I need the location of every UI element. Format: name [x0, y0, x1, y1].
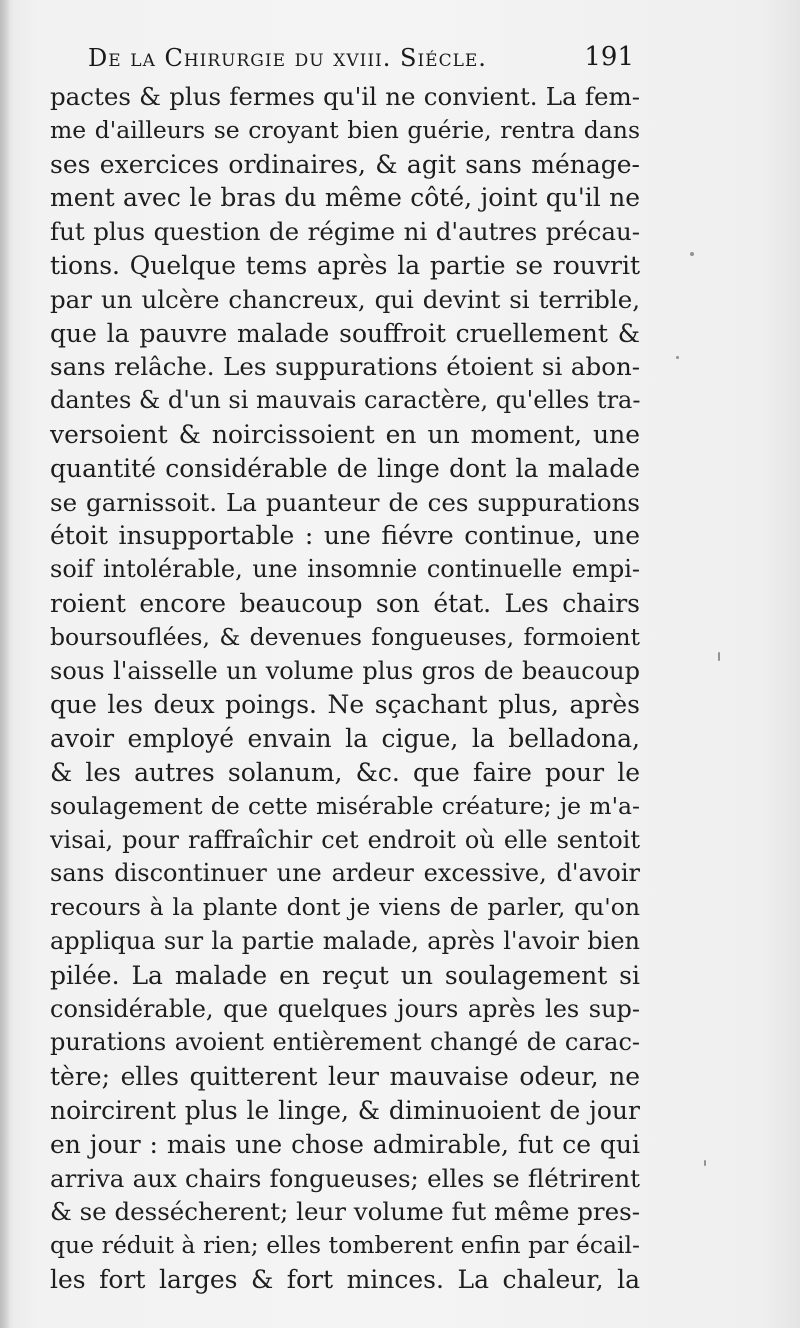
paper-speck [690, 252, 694, 256]
body-text [50, 80, 640, 1297]
text-line: dantes & d'un si mauvais caractère, qu'elles tra- [50, 386, 641, 415]
text-line: que la pauvre malade souffroit cruellement & [50, 318, 640, 348]
text-line: par un ulcère chancreux, qui devint si terrible, [50, 284, 640, 314]
text-line: soif intolérable, une insomnie continuelle empi- [50, 555, 640, 584]
text-line: ment avec le bras du même côté, joint qu'il ne [50, 183, 640, 213]
text-line: les fort larges & fort minces. La chaleur, la [50, 1264, 640, 1294]
text-line: appliqua sur la partie malade, après l'avoir bien [50, 926, 640, 955]
text-line: se garnissoit. La puanteur de ces suppurations [50, 487, 640, 517]
running-head-title: De la Chirurgie du xviii. Siécle. [88, 44, 487, 72]
text-line: quantité considérable de linge dont la malade [50, 453, 640, 483]
text-line: fut plus question de régime ni d'autres précau- [50, 217, 640, 247]
text-line: sans relâche. Les suppurations étoient si abon- [50, 352, 640, 382]
running-head [88, 38, 634, 84]
page-number: 191 [584, 42, 634, 72]
text-line: versoient & noircissoient en un moment, une [50, 419, 640, 449]
text-line: & les autres solanum, &c. que faire pour le [50, 757, 640, 787]
text-line: ses exercices ordinaires, & agit sans ménage- [50, 149, 640, 179]
text-line: arriva aux chairs fongueuses; elles se flétrirent [50, 1163, 640, 1193]
text-line: sans discontinuer une ardeur excessive, d'avoir [50, 859, 640, 888]
text-line: me d'ailleurs se croyant bien guérie, rentra dans [50, 115, 640, 144]
text-line: boursouflées, & devenues fongueuses, formoient [50, 622, 640, 651]
text-line: pactes & plus fermes qu'il ne convient. La fem- [50, 82, 640, 111]
text-line: considérable, que quelques jours après les sup- [50, 994, 640, 1023]
text-line: en jour : mais une chose admirable, fut ce qui [50, 1129, 640, 1159]
text-line: visai, pour raffraîchir cet endroit où elle sentoit [50, 825, 640, 854]
text-line: tions. Quelque tems après la partie se rouvrit [50, 250, 640, 280]
paper-speck [718, 652, 720, 661]
text-line: soulagement de cette misérable créature; je m'a- [50, 791, 640, 820]
text-line: sous l'aisselle un volume plus gros de beaucoup [50, 656, 640, 685]
text-line: purations avoient entièrement changé de carac- [50, 1028, 640, 1057]
text-line: avoir employé envain la cigue, la belladona, [50, 724, 640, 754]
text-line: étoit insupportable : une fiévre continue, une [50, 521, 640, 551]
text-line: & se dessécherent; leur volume fut même pres- [50, 1197, 640, 1227]
text-line: noircirent plus le linge, & diminuoient de jour [50, 1095, 640, 1125]
text-line: que réduit à rien; elles tomberent enfin par écail- [50, 1231, 640, 1260]
binding-shadow [0, 0, 10, 1328]
text-line: tère; elles quitterent leur mauvaise odeur, ne [50, 1062, 640, 1092]
paper-speck [704, 1160, 706, 1166]
text-line: pilée. La malade en reçut un soulagement si [50, 960, 640, 990]
paper-speck [676, 356, 679, 359]
text-line: roient encore beaucoup son état. Les chairs [50, 588, 640, 618]
text-line: recours à la plante dont je viens de parler, qu'on [50, 893, 640, 922]
text-line: que les deux poings. Ne sçachant plus, après [50, 690, 640, 720]
